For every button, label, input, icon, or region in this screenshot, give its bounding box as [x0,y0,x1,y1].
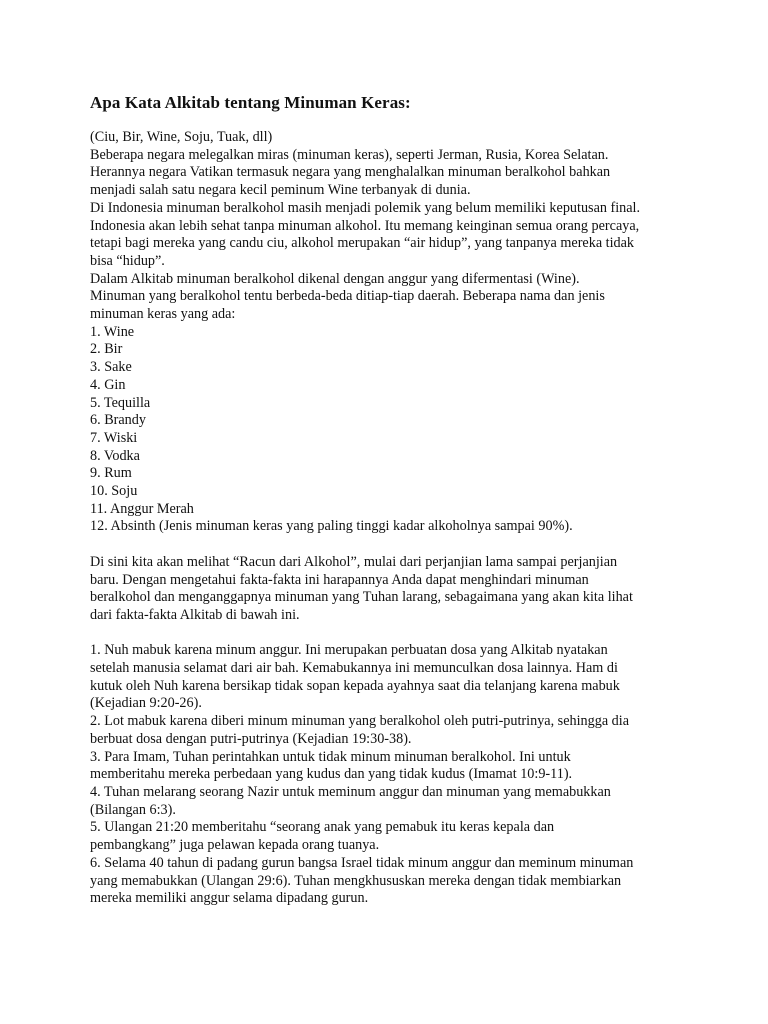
text-line: Minuman yang beralkohol tentu berbeda-beda ditiap-tiap daerah. Beberapa nama dan jenis [90,288,605,305]
text-line: 3. Para Imam, Tuhan perintahkan untuk tidak minum minuman beralkohol. Ini untuk [90,748,571,765]
list-item: 7. Wiski [90,429,138,446]
text-line: beralkohol dan menganggapnya minuman yang Tuhan larang, sebagaimana yang akan kita lihat [90,589,633,606]
text-line: bisa “hidup”. [90,252,165,269]
text-line: Di sini kita akan melihat “Racun dari Alkohol”, mulai dari perjanjian lama sampai perjanjian [90,553,618,570]
text-line: setelah manusia selamat dari air bah. Kemabukannya ini memunculkan dosa lainnya. Ham di [90,660,618,677]
text-line: memberitahu mereka perbedaan yang kudus dan yang tidak kudus (Imamat 10:9-11). [90,766,573,783]
drinks-list [90,324,690,536]
list-item: 1. Wine [90,323,135,340]
text-line: yang memabukkan (Ulangan 29:6). Tuhan mengkhususkan mereka dengan tidak membiarkan [90,872,622,889]
paragraph-spacer [90,536,690,554]
list-item: 11. Anggur Merah [90,500,194,517]
text-line: (Ciu, Bir, Wine, Soju, Tuak, dll) [90,129,273,145]
list-item: 5. Tequilla [90,394,151,411]
list-item: 3. Sake [90,359,132,376]
list-item: 2. Bir [90,341,123,358]
text-line: Indonesia akan lebih sehat tanpa minuman alkohol. Itu memang keinginan semua orang percaya, [90,217,640,234]
text-line: (Bilangan 6:3). [90,801,176,818]
text-line: tetapi bagi mereka yang candu ciu, alkohol merupakan “air hidup”, yang tanpanya mereka tidak [90,235,635,252]
text-line: Dalam Alkitab minuman beralkohol dikenal dengan anggur yang difermentasi (Wine). [90,270,580,287]
list-item: 6. Brandy [90,412,146,429]
text-line: Beberapa negara melegalkan miras (minuman keras), seperti Jerman, Rusia, Korea Selatan. [90,146,609,163]
list-item: 12. Absinth (Jenis minuman keras yang paling tinggi kadar alkoholnya sampai 90%). [90,518,573,535]
text-line: baru. Dengan mengetahui fakta-fakta ini harapannya Anda dapat menghindari minuman [90,571,589,588]
text-line: kutuk oleh Nuh karena bersikap tidak sopan kepada ayahnya saat dia telanjang karena mabuk [90,677,620,694]
text-line: menjadi salah satu negara kecil peminum Wine terbanyak di dunia. [90,182,471,199]
list-item: 4. Gin [90,376,126,393]
list-item: 9. Rum [90,465,132,482]
text-line: Di Indonesia minuman beralkohol masih menjadi polemik yang belum memiliki keputusan final. [90,199,641,216]
document-page [90,92,690,908]
list-item: 8. Vodka [90,447,140,464]
text-line: 4. Tuhan melarang seorang Nazir untuk meminum anggur dan minuman yang memabukkan [90,783,611,800]
document-title: Apa Kata Alkitab tentang Minuman Keras: [90,93,411,112]
text-line: 1. Nuh mabuk karena minum anggur. Ini merupakan perbuatan dosa yang Alkitab nyatakan [90,642,608,659]
text-line: mereka memiliki anggur selama dipadang gurun. [90,890,369,907]
text-line: 6. Selama 40 tahun di padang gurun bangsa Israel tidak minum anggur dan meminum minuman [90,854,634,871]
intro-paragraph [90,129,690,324]
paragraph-spacer [90,625,690,643]
text-line: dari fakta-fakta Alkitab di bawah ini. [90,606,300,623]
text-line: 2. Lot mabuk karena diberi minum minuman yang beralkohol oleh putri-putrinya, sehingga dia [90,713,629,730]
text-line: (Kejadian 9:20-26). [90,695,202,712]
text-line: 5. Ulangan 21:20 memberitahu “seorang anak yang pemabuk itu keras kepala dan [90,819,555,836]
list-item: 10. Soju [90,483,138,500]
facts-list [90,642,690,908]
text-line: pembangkang” juga pelawan kepada orang tuanya. [90,837,380,854]
text-line: Herannya negara Vatikan termasuk negara yang menghalalkan minuman beralkohol bahkan [90,164,611,181]
text-line: berbuat dosa dengan putri-putrinya (Kejadian 19:30-38). [90,730,412,747]
racun-paragraph [90,554,690,625]
text-line: minuman keras yang ada: [90,306,236,323]
